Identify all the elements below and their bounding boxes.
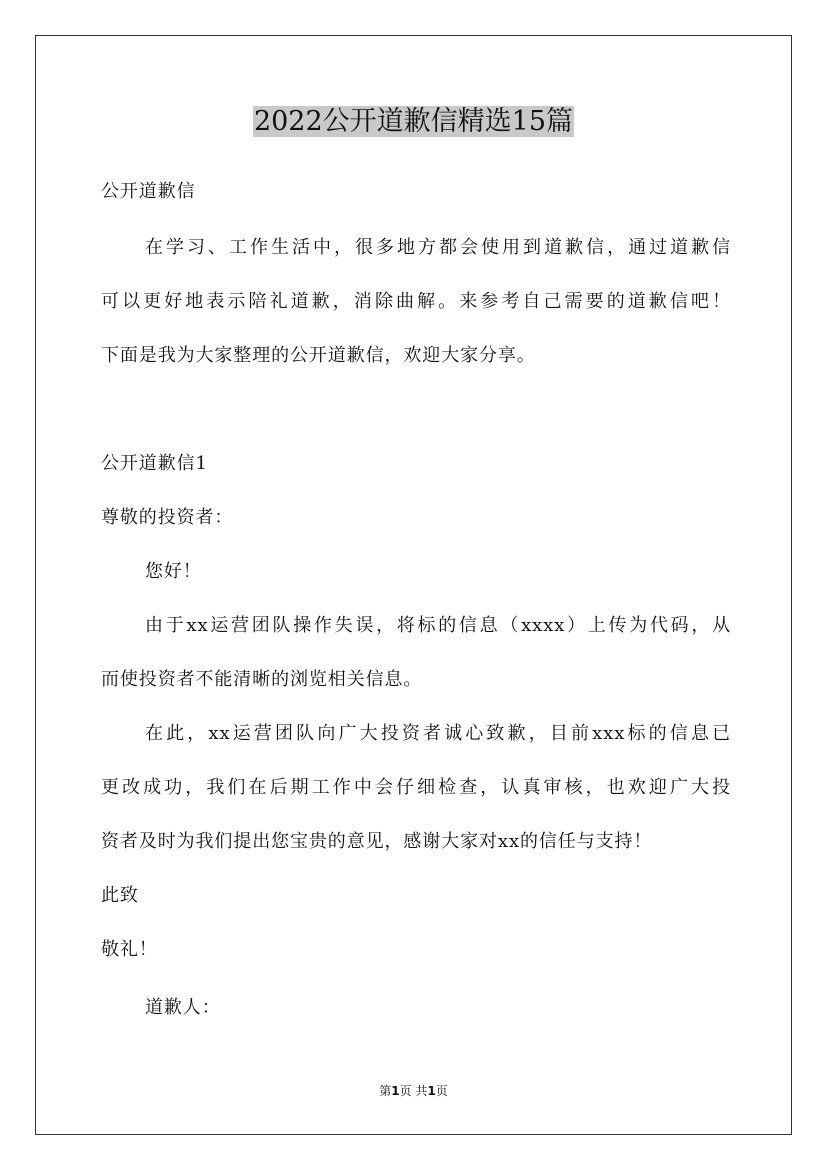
footer-page-suffix: 页 [435, 1084, 448, 1098]
intro-line-2: 可以更好地表示陪礼道歉，消除曲解。来参考自己需要的道歉信吧！ [101, 291, 731, 312]
paragraph1-line-2: 而使投资者不能清晰的浏览相关信息。 [101, 669, 423, 690]
paragraph2-line-1: 在此，xx运营团队向广大投资者诚心致歉，目前xxx标的信息已 [145, 723, 731, 744]
intro-line-3: 下面是我为大家整理的公开道歉信，欢迎大家分享。 [101, 345, 536, 366]
intro-line-1: 在学习、工作生活中，很多地方都会使用到道歉信，通过道歉信 [145, 237, 731, 258]
footer-page-prefix: 第 [379, 1084, 392, 1098]
closing-line-2: 敬礼！ [101, 939, 158, 960]
paragraph2-line-3: 资者及时为我们提出您宝贵的意见，感谢大家对xx的信任与支持！ [101, 831, 653, 852]
page-footer [0, 1082, 827, 1100]
signature: 道歉人： [145, 997, 221, 1018]
salutation: 尊敬的投资者： [101, 507, 234, 528]
document-title [0, 102, 827, 142]
letter-heading: 公开道歉信1 [101, 453, 208, 474]
paragraph1-line-1: 由于xx运营团队操作失误，将标的信息（xxxx）上传为代码，从 [145, 615, 731, 636]
footer-page-total: 1 [427, 1084, 436, 1098]
closing-line-1: 此致 [101, 885, 139, 906]
greeting: 您好！ [145, 561, 202, 582]
footer-page-number: 1 [391, 1084, 400, 1098]
document-title-text: 2022公开道歉信精选15篇 [253, 106, 574, 137]
section-heading: 公开道歉信 [101, 181, 196, 202]
footer-page-middle: 页 共 [399, 1084, 428, 1098]
paragraph2-line-2: 更改成功，我们在后期工作中会仔细检查，认真审核，也欢迎广大投 [101, 777, 731, 798]
